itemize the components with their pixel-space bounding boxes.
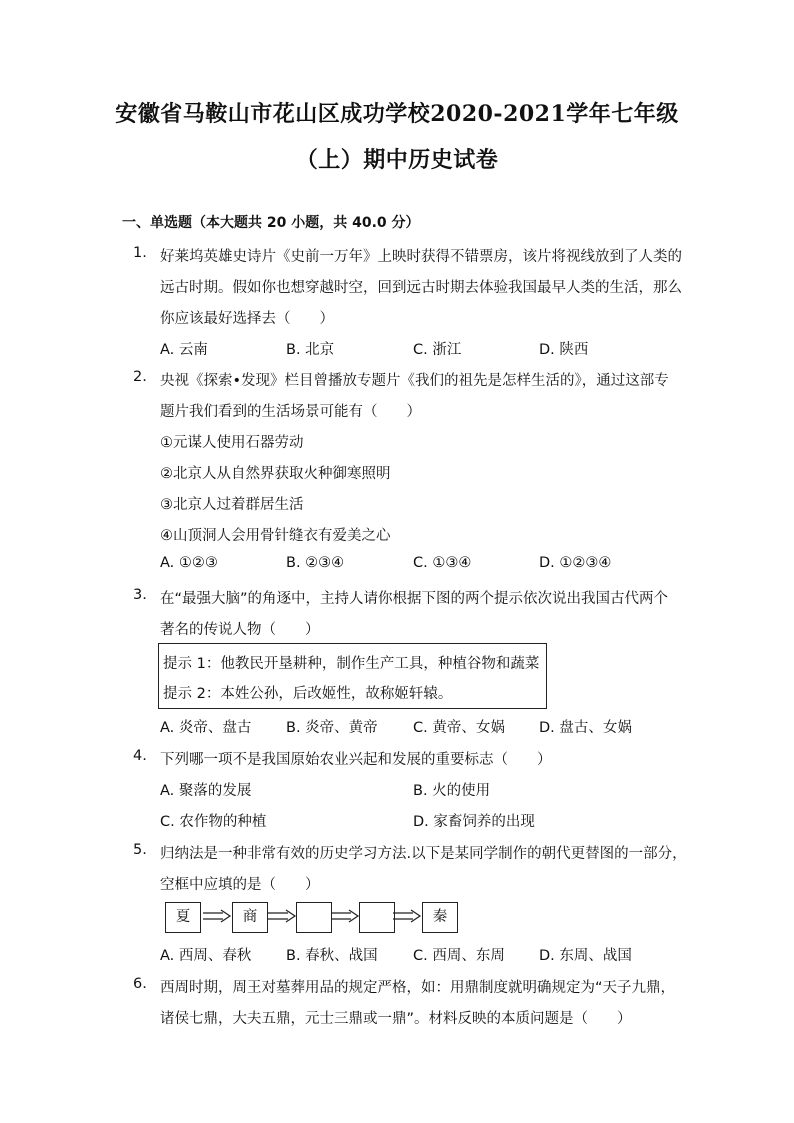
option-b: B. 春秋、战国 bbox=[286, 948, 378, 964]
option-a: A. ①②③ bbox=[160, 555, 218, 571]
statement-item: ③北京人过着群居生活 bbox=[160, 497, 304, 513]
option-b: B. 炎帝、黄帝 bbox=[286, 720, 378, 736]
section-heading: 一、单选题（本大题共 20 小题，共 40.0 分） bbox=[122, 215, 420, 231]
question-text-line: 西周时期，周王对墓葬用品的规定严格，如：用鼎制度就明确规定为“天子九鼎， bbox=[160, 980, 676, 996]
exam-title-line2: （上）期中历史试卷 bbox=[295, 147, 499, 173]
question-number: 4. bbox=[133, 748, 147, 764]
option-a: A. 云南 bbox=[160, 342, 208, 358]
dynasty-box-blank-1 bbox=[296, 902, 332, 933]
option-a: A. 西周、春秋 bbox=[160, 948, 252, 964]
statement-item: ②北京人从自然界获取火种御寒照明 bbox=[160, 466, 391, 482]
question-number: 6. bbox=[133, 976, 147, 992]
option-c: C. ①③④ bbox=[413, 555, 472, 571]
question-text-line: 央视《探索•发现》栏目曾播放专题片《我们的祖先是怎样生活的》，通过这部专 bbox=[160, 373, 669, 389]
option-c: C. 西周、东周 bbox=[413, 948, 505, 964]
option-d: D. 东周、战国 bbox=[539, 948, 632, 964]
hint-1: 提示 1：他教民开垦耕种，制作生产工具，种植谷物和蔬菜 bbox=[163, 656, 540, 672]
double-arrow-icon bbox=[202, 908, 232, 924]
option-c: C. 农作物的种植 bbox=[160, 814, 267, 830]
dynasty-box-xia: 夏 bbox=[165, 902, 201, 933]
option-b: B. 火的使用 bbox=[413, 783, 491, 799]
option-c: C. 浙江 bbox=[413, 342, 462, 358]
question-number: 1. bbox=[133, 245, 147, 261]
question-text-line: 诸侯七鼎，大夫五鼎，元士三鼎或一鼎”。材料反映的本质问题是（ ） bbox=[160, 1011, 632, 1027]
option-b: B. 北京 bbox=[286, 342, 335, 358]
option-c: C. 黄帝、女娲 bbox=[413, 720, 505, 736]
question-text-line: 好莱坞英雄史诗片《史前一万年》上映时获得不错票房，该片将视线放到了人类的 bbox=[160, 249, 682, 265]
question-number: 5. bbox=[133, 842, 147, 858]
dynasty-box-shang: 商 bbox=[232, 902, 268, 933]
hint-box bbox=[158, 643, 547, 709]
question-text-line: 归纳法是一种非常有效的历史学习方法.以下是某同学制作的朝代更替图的一部分， bbox=[160, 846, 687, 862]
double-arrow-icon bbox=[392, 908, 422, 924]
option-a: A. 聚落的发展 bbox=[160, 783, 252, 799]
dynasty-box-qin: 秦 bbox=[422, 902, 458, 933]
option-d: D. ①②③④ bbox=[539, 555, 612, 571]
question-text-line: 题片我们看到的生活场景可能有（ ） bbox=[160, 404, 421, 420]
option-d: D. 盘古、女娲 bbox=[539, 720, 632, 736]
question-text-line: 在“最强大脑”的角逐中，主持人请你根据下图的两个提示依次说出我国古代两个 bbox=[160, 591, 669, 607]
statement-item: ④山顶洞人会用骨针缝衣有爱美之心 bbox=[160, 528, 391, 544]
question-text-line: 远古时期。假如你也想穿越时空，回到远古时期去体验我国最早人类的生活，那么 bbox=[160, 280, 682, 296]
question-number: 2. bbox=[133, 369, 147, 385]
option-a: A. 炎帝、盘古 bbox=[160, 720, 252, 736]
question-text-line: 著名的传说人物（ ） bbox=[160, 622, 320, 638]
option-d: D. 家畜饲养的出现 bbox=[413, 814, 535, 830]
exam-title-line1: 安徽省马鞍山市花山区成功学校2020-2021学年七年级 bbox=[115, 101, 679, 127]
double-arrow-icon bbox=[330, 908, 360, 924]
option-b: B. ②③④ bbox=[286, 555, 345, 571]
dynasty-box-blank-2 bbox=[359, 902, 395, 933]
question-text-line: 空框中应填的是（ ） bbox=[160, 877, 320, 893]
option-d: D. 陕西 bbox=[539, 342, 589, 358]
double-arrow-icon bbox=[267, 908, 297, 924]
question-text-line: 你应该最好选择去（ ） bbox=[160, 311, 334, 327]
question-number: 3. bbox=[133, 587, 147, 603]
statement-item: ①元谋人使用石器劳动 bbox=[160, 435, 304, 451]
question-text-line: 下列哪一项不是我国原始农业兴起和发展的重要标志（ ） bbox=[160, 752, 552, 768]
hint-2: 提示 2：本姓公孙，后改姬性，故称姬轩辕。 bbox=[163, 686, 453, 702]
